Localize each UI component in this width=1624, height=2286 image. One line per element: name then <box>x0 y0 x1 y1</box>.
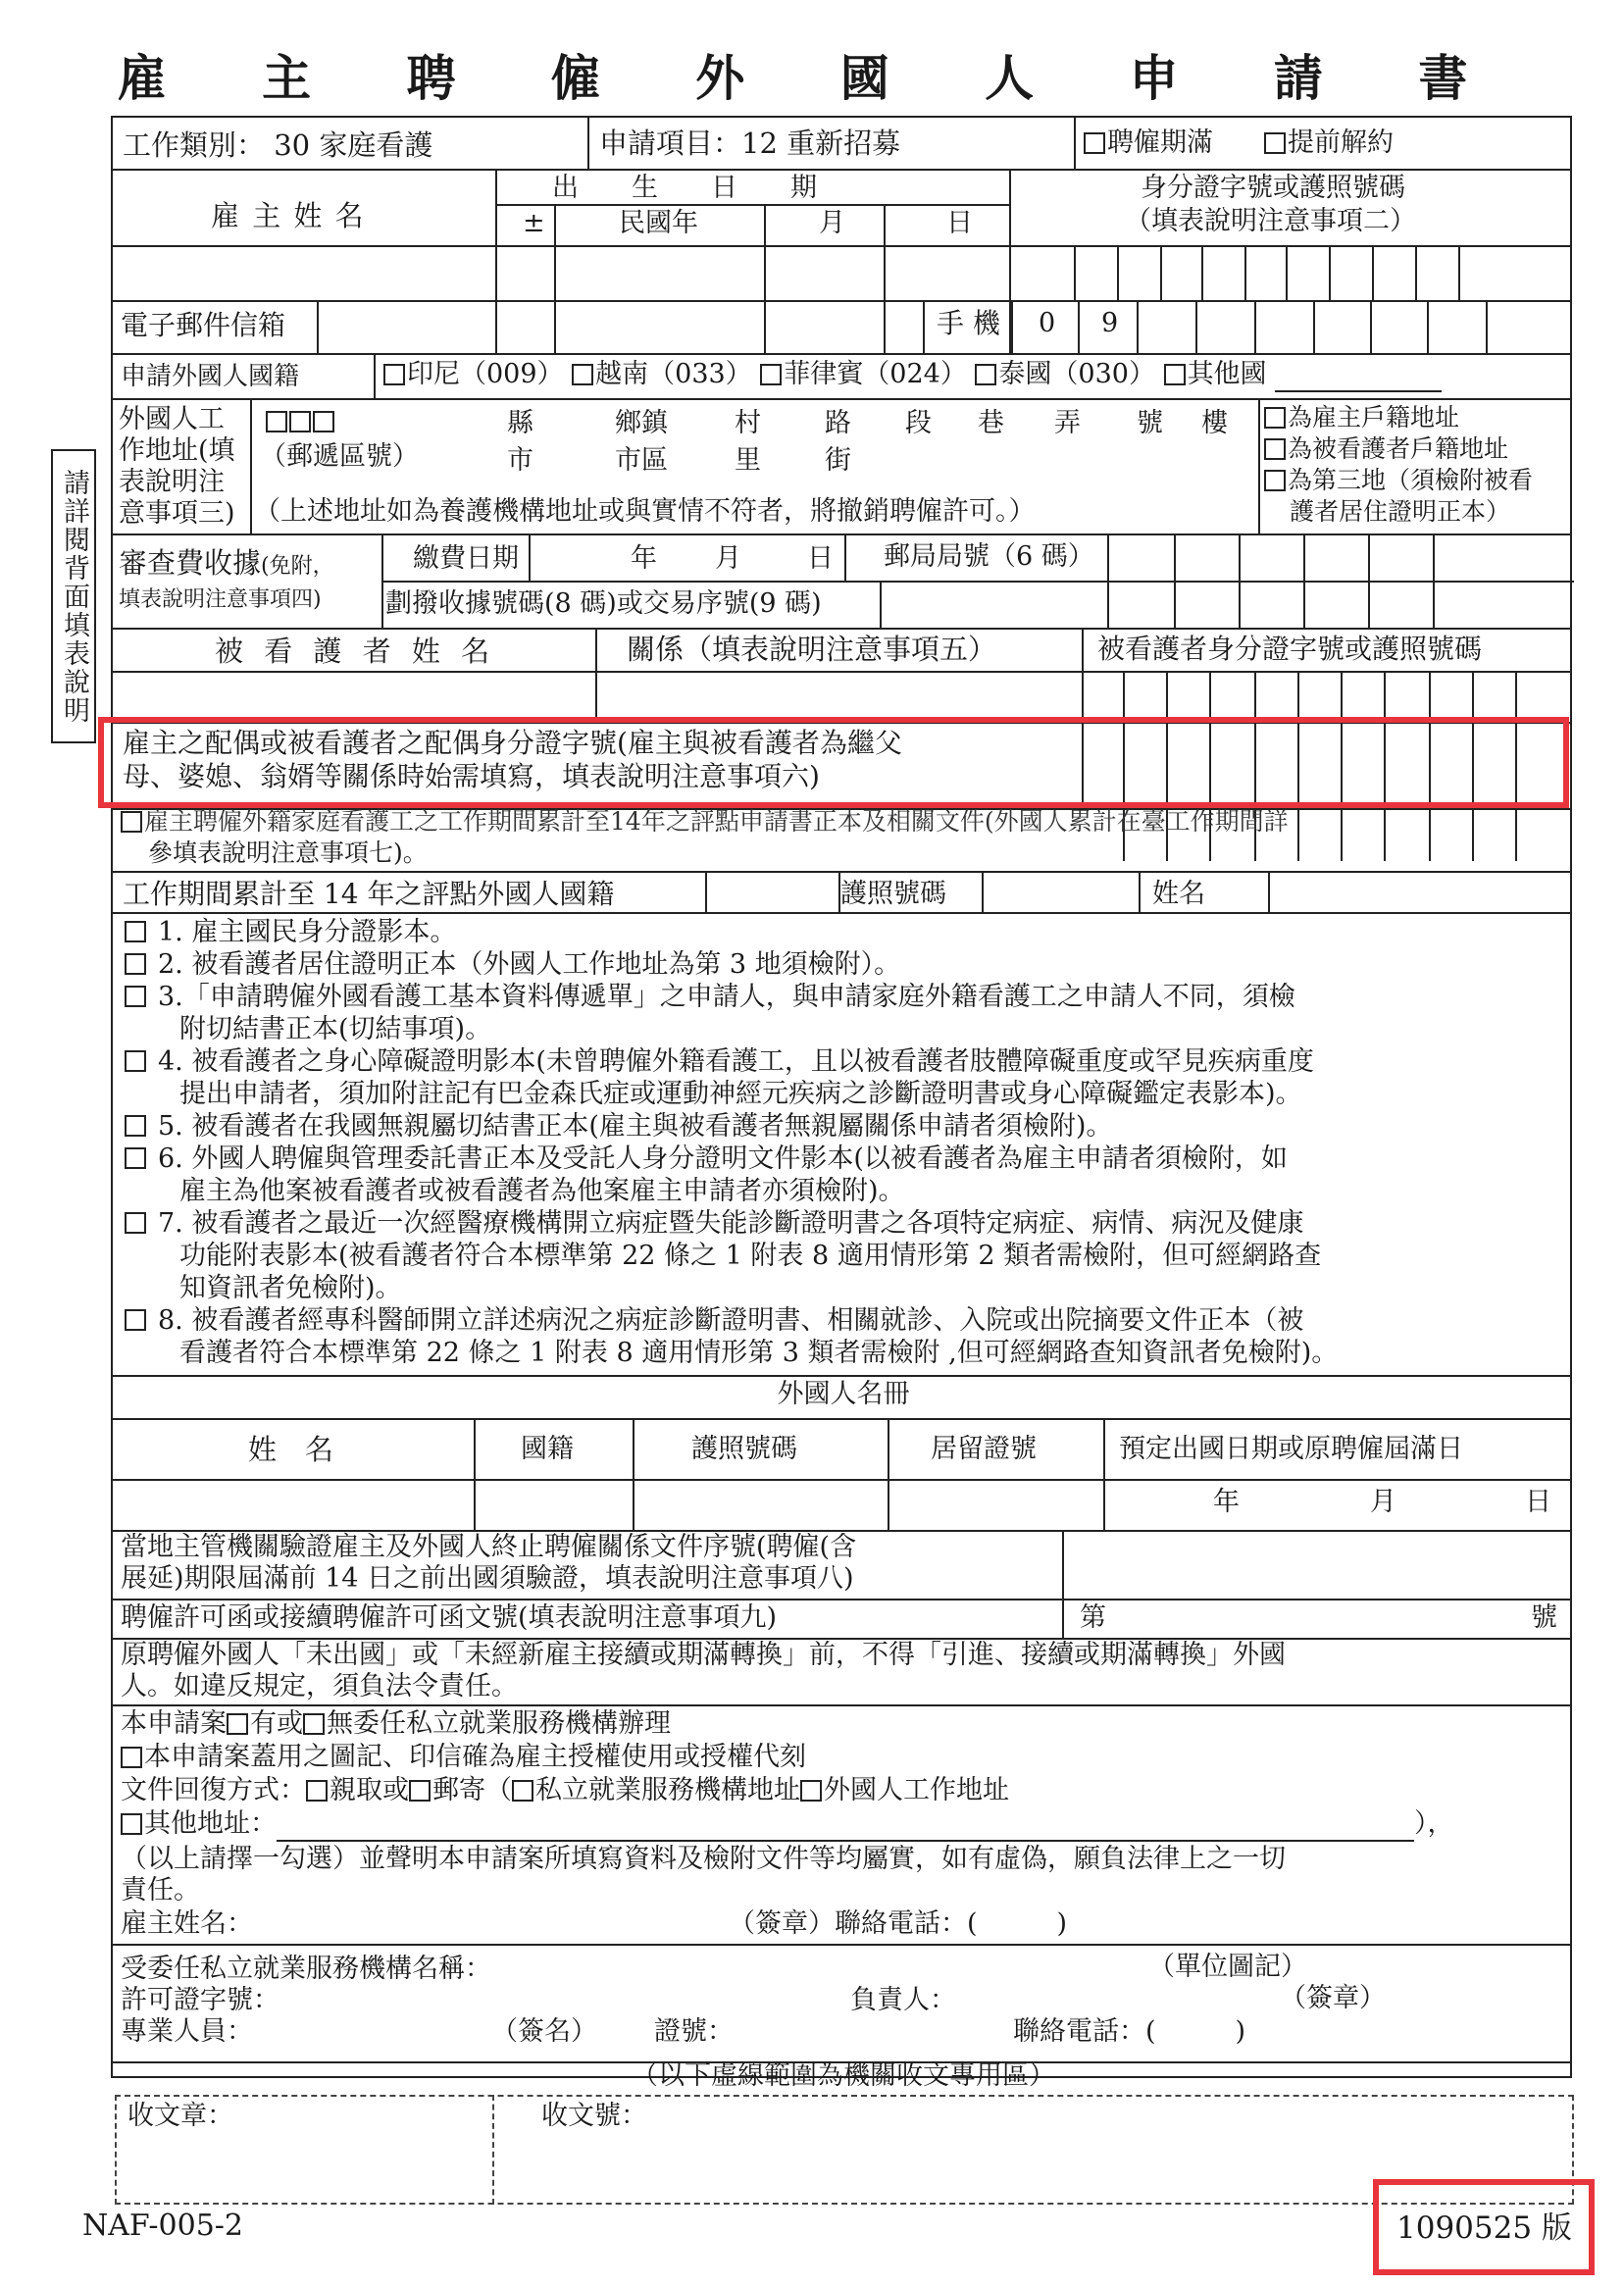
decl-case-line <box>121 1708 671 1740</box>
roster-day: 日 <box>1525 1487 1551 1517</box>
checkbox[interactable] <box>121 811 142 833</box>
office-use-divider <box>492 2095 494 2205</box>
receipt-number-label: 收文號： <box>541 2101 647 2131</box>
addr-unit-lane: 巷 <box>978 408 1004 438</box>
form-frame <box>111 116 1572 2091</box>
decl-opt-label: 親取或 <box>330 1775 409 1805</box>
mobile-digit-9: 9 <box>1101 308 1119 338</box>
dob-day: 日 <box>946 208 973 238</box>
decl-opt-label: 郵寄（ <box>432 1775 512 1805</box>
agency-phone-label: 聯絡電話：( ) <box>1013 2016 1246 2047</box>
other-country-field[interactable] <box>1275 359 1442 392</box>
checkbox[interactable] <box>227 1713 248 1735</box>
decl-seal-text: 本申請案蓋用之圖記、印信確為雇主授權使用或授權代刻 <box>144 1742 806 1772</box>
decl-employer-name: 雇主姓名： <box>121 1908 253 1939</box>
receipt-label: 劃撥收據號碼(8 碼)或交易序號(9 碼) <box>385 588 822 619</box>
pay-day: 日 <box>807 543 834 574</box>
roster-col-passport: 護照號碼 <box>691 1434 797 1464</box>
employer-name-label: 雇 主 姓 名 <box>211 199 366 232</box>
attachment-line: 8. 被看護者經專科醫師開立詳述病況之病症診斷證明書、相關就診、入院或出院摘要文件正本（被 <box>158 1305 1304 1336</box>
permit-label: 聘僱許可函或接續聘僱許可函文號(填表說明注意事項九) <box>121 1602 778 1633</box>
accum-line-1[interactable] <box>121 806 1289 838</box>
roster-col-name: 姓 名 <box>248 1433 334 1466</box>
nat-opt-vietnam[interactable] <box>572 359 752 389</box>
attachment-line: 功能附表影本(被看護者符合本標準第 22 條之 1 附表 8 適用情形第 2 類者需檢附，但可經網路查 <box>179 1241 1322 1271</box>
nat-opt-label: 印尼（009） <box>407 359 564 389</box>
accum-text: 雇主聘僱外籍家庭看護工之工作期間累計至14年之評點申請書正本及相關文件(外國人累計在臺工作期間詳 <box>144 807 1289 836</box>
decl-opt-label: 其他地址： <box>144 1808 277 1839</box>
nat-opt-label: 越南（033） <box>595 359 752 389</box>
relation-label: 關係（填表說明注意事項五） <box>627 633 997 666</box>
opt-expire-label: 聘僱期滿 <box>1107 127 1213 158</box>
agency-cert-label: 證號： <box>654 2016 734 2047</box>
nat-opt-thailand[interactable] <box>975 359 1155 389</box>
checkbox[interactable] <box>383 364 405 385</box>
attachment-line: 知資訊者免檢附)。 <box>179 1273 402 1303</box>
notice-line-2: 人。如違反規定，須負法令責任。 <box>121 1671 518 1702</box>
checkbox[interactable] <box>800 1780 822 1802</box>
agency-staff-sign: （簽名） <box>491 2016 597 2047</box>
attachment-line: 提出申請者，須加附註記有巴金森氏症或運動神經元疾病之診斷證明書或身心障礙鑑定表影本)。 <box>179 1079 1302 1109</box>
checkbox[interactable] <box>572 364 593 385</box>
attachment-line: 4. 被看護者之身心障礙證明影本(未曾聘僱外籍看護工，且以被看護者肢體障礙重度或罕見疾病重度 <box>158 1046 1314 1077</box>
addr-unit-village: 村 <box>735 408 761 438</box>
checkbox[interactable] <box>125 986 146 1007</box>
checkbox[interactable] <box>1264 407 1286 429</box>
other-address-field[interactable] <box>277 1808 1414 1842</box>
verification-line-1: 當地主管機關驗證雇主及外國人終止聘僱關係文件序號(聘僱(含 <box>121 1532 857 1562</box>
addr-unit-district: 市區 <box>615 445 668 476</box>
permit-hao: 號 <box>1531 1602 1557 1633</box>
addr-unit-number: 號 <box>1137 408 1163 438</box>
checkbox[interactable] <box>975 364 996 385</box>
addr-opt-employer[interactable] <box>1264 402 1459 433</box>
attachment-item[interactable] <box>123 1304 1564 1369</box>
id-label-2: （填表說明注意事項二） <box>1125 206 1416 236</box>
checkbox[interactable] <box>1264 438 1286 460</box>
work-addr-warning: （上述地址如為養護機構地址或與實情不符者，將撤銷聘僱許可。） <box>254 496 1036 527</box>
fee-label-small: (免附， <box>261 554 334 579</box>
roster-col-residence: 居留證號 <box>931 1434 1037 1464</box>
agency-license-label: 許可證字號： <box>121 1985 279 2015</box>
roster-month: 月 <box>1370 1487 1396 1517</box>
fee-label-text: 審查費收據 <box>119 546 262 580</box>
decl-opt-none[interactable] <box>303 1708 671 1739</box>
attachment-line: 2. 被看護者居住證明正本（外國人工作地址為第 3 地須檢附）。 <box>158 949 901 980</box>
checkbox[interactable] <box>1164 364 1186 385</box>
attachment-line: 3.「申請聘僱外國看護工基本資料傳遞單」之申請人，與申請家庭外籍看護工之申請人不同，須檢 <box>158 982 1295 1012</box>
agency-name-label: 受委任私立就業服務機構名稱： <box>121 1954 491 1984</box>
version-label: 1090525 版 <box>1396 2210 1572 2246</box>
office-use-zone <box>115 2095 1574 2205</box>
attachment-item[interactable] <box>123 948 1564 981</box>
id-label-1: 身分證字號或護照號碼 <box>1141 173 1405 203</box>
addr-opt-third[interactable] <box>1264 465 1533 496</box>
checkbox[interactable] <box>313 411 334 432</box>
nat-opt-label: 其他國 <box>1187 359 1267 389</box>
addr-unit-county: 縣 <box>507 408 533 438</box>
side-instruction-note: 請詳閱背面填表說明 <box>51 449 96 743</box>
decl-statement-1: （以上請擇一勾選）並聲明本申請案所填寫資料及檢附文件等均屬實，如有虛偽，願負法律上之一切 <box>121 1844 1286 1874</box>
checkbox[interactable] <box>121 1747 142 1768</box>
attachment-line: 5. 被看護者在我國無親屬切結書正本(雇主與被看護者無親屬關係申請者須檢附)。 <box>158 1111 1113 1142</box>
checkbox[interactable] <box>125 921 146 942</box>
checkbox[interactable] <box>512 1780 533 1802</box>
addr-unit-floor: 樓 <box>1201 408 1228 438</box>
roster-year: 年 <box>1213 1487 1240 1517</box>
form-code: NAF-005-2 <box>82 2209 244 2243</box>
verification-line-2: 展延)期限屆滿前 14 日之前出國須驗證，填表說明注意事項八) <box>121 1563 854 1594</box>
decl-opt-mail[interactable] <box>409 1775 512 1805</box>
decl-reply-line <box>121 1775 1009 1806</box>
attachment-item[interactable] <box>123 1045 1564 1110</box>
checkbox[interactable] <box>1084 132 1105 154</box>
postal-boxes[interactable] <box>266 406 336 437</box>
addr-opt-third-2: 護者居住證明正本） <box>1290 497 1511 526</box>
mobile-label: 手 機 <box>937 307 1000 339</box>
work-addr-label-3: 表說明注 <box>119 467 225 497</box>
checkbox[interactable] <box>125 1212 146 1234</box>
checkbox[interactable] <box>1264 132 1286 154</box>
decl-opt-label: 外國人工作地址 <box>824 1775 1009 1805</box>
accum-line-2: 參填表說明注意事項七)。 <box>148 838 428 867</box>
email-label: 電子郵件信箱 <box>121 309 286 341</box>
decl-opt-pickup[interactable] <box>306 1775 409 1805</box>
addr-unit-li: 里 <box>735 445 761 476</box>
job-category: 工作類別： 30 家庭看護 <box>123 128 433 162</box>
addr-unit-alley: 弄 <box>1054 408 1081 438</box>
agency-person-label: 負責人： <box>850 1985 956 2015</box>
permit-di: 第 <box>1080 1602 1106 1633</box>
application-item: 申請項目：12 重新招募 <box>599 127 901 160</box>
receipt-stamp-label: 收文章： <box>127 2101 233 2131</box>
checkbox[interactable] <box>409 1780 431 1802</box>
notice-line-1: 原聘僱外國人「未出國」或「未經新雇主接續或期滿轉換」前，不得「引進、接續或期滿轉換」外國 <box>121 1640 1286 1670</box>
checkbox[interactable] <box>306 1780 328 1802</box>
dob-label: 出 生 日 期 <box>552 173 817 203</box>
recipient-id-label: 被看護者身分證字號或護照號碼 <box>1097 633 1483 665</box>
checkbox[interactable] <box>125 1050 146 1072</box>
form-title: 雇 主 聘 僱 外 國 人 申 請 書 <box>117 49 1507 107</box>
nat-opt-other[interactable] <box>1164 359 1267 389</box>
checkbox[interactable] <box>121 1813 142 1835</box>
dob-year: 民國年 <box>619 208 698 238</box>
agency-staff-label: 專業人員： <box>121 2016 253 2047</box>
attachment-item[interactable] <box>123 981 1564 1045</box>
decl-opt-has[interactable] <box>227 1708 303 1739</box>
attachment-list <box>123 916 1564 1369</box>
fee-label-2: 填表說明注意事項四) <box>119 587 322 612</box>
work-addr-label-2: 作地址(填 <box>119 435 235 466</box>
nat-opt-label: 菲律賓（024） <box>784 359 967 389</box>
decl-opt-other[interactable] <box>121 1808 277 1839</box>
addr-opt-label: 為被看護者戶籍地址 <box>1288 434 1509 463</box>
pay-date-label: 繳費日期 <box>413 543 519 574</box>
work-addr-label-4: 意事項三) <box>119 498 235 529</box>
mobile-digit-0: 0 <box>1039 308 1056 338</box>
attachment-line: 雇主為他案被看護者或被看護者為他案雇主申請者亦須檢附)。 <box>179 1176 905 1206</box>
accum-nationality-label: 工作期間累計至 14 年之評點外國人國籍 <box>123 878 615 910</box>
nat-opt-label: 泰國（030） <box>998 359 1155 389</box>
decl-opt-label: 無委任私立就業服務機構辦理 <box>327 1708 671 1739</box>
fee-label-1 <box>119 547 334 583</box>
decl-statement-2: 責任。 <box>121 1875 200 1905</box>
pay-month: 月 <box>715 543 741 574</box>
addr-unit-street: 街 <box>825 445 851 476</box>
addr-unit-section: 段 <box>905 408 932 438</box>
dob-plusminus: ± <box>523 208 545 238</box>
recipient-name-label: 被 看 護 者 姓 名 <box>215 635 496 668</box>
addr-unit-road: 路 <box>825 408 851 438</box>
decl-opt-worker-addr[interactable] <box>800 1775 1009 1805</box>
spouse-row-highlight <box>98 717 1569 808</box>
nat-opt-philippines[interactable] <box>760 359 967 389</box>
checkbox[interactable] <box>125 953 146 975</box>
addr-opt-recipient[interactable] <box>1264 433 1508 465</box>
office-use-caption: （以下虛線範圍為機關收文專用區） <box>632 2060 1055 2091</box>
attachment-line: 1. 雇主國民身分證影本。 <box>158 917 457 947</box>
attachment-line: 看護者符合本標準第 22 條之 1 附表 8 適用情形第 3 類者需檢附 ,但可經網路查知資訊者免檢附)。 <box>179 1338 1339 1368</box>
spouse-line-1: 雇主之配偶或被看護者之配偶身分證字號(雇主與被看護者為繼父 <box>123 727 902 759</box>
agency-unit-seal: （單位圖記） <box>1148 1952 1307 1982</box>
post-office-label: 郵局局號（6 碼） <box>884 541 1094 572</box>
decl-seal-line[interactable] <box>121 1742 806 1773</box>
postal-label: （郵遞區號） <box>260 441 419 472</box>
attachment-line: 7. 被看護者之最近一次經醫療機構開立病症暨失能診斷證明書之各項特定病症、病情、病況及健康 <box>158 1208 1304 1239</box>
checkbox[interactable] <box>760 364 782 385</box>
addr-opt-label: 為第三地（須檢附被看 <box>1288 466 1534 494</box>
addr-unit-township: 鄉鎮 <box>615 408 668 438</box>
decl-other-close: ）， <box>1414 1808 1454 1839</box>
decl-reply-prefix: 文件回復方式： <box>121 1775 306 1805</box>
accum-name-label: 姓名 <box>1152 879 1205 909</box>
checkbox[interactable] <box>289 411 311 432</box>
attachment-line: 6. 外國人聘僱與管理委託書正本及受託人身分證明文件影本(以被看護者為雇主申請者須檢附，如 <box>158 1143 1288 1174</box>
opt-early-label: 提前解約 <box>1288 127 1394 158</box>
checkbox[interactable] <box>266 411 287 432</box>
roster-col-date: 預定出國日期或原聘僱屆滿日 <box>1119 1434 1463 1464</box>
checkbox[interactable] <box>125 1309 146 1331</box>
attachment-item[interactable] <box>123 1207 1564 1304</box>
decl-opt-label: 私立就業服務機構地址 <box>535 1775 800 1805</box>
checkbox[interactable] <box>125 1115 146 1137</box>
accum-passport-label: 護照號碼 <box>840 879 946 909</box>
addr-unit-city: 市 <box>507 445 533 476</box>
agency-person-sign: （簽章） <box>1280 1983 1386 2013</box>
attachment-item[interactable] <box>123 1110 1564 1143</box>
dob-month: 月 <box>819 208 845 238</box>
nat-opt-indonesia[interactable] <box>383 359 564 389</box>
attachment-line: 附切結書正本(切結事項)。 <box>179 1014 492 1044</box>
checkbox[interactable] <box>1264 470 1286 491</box>
nationality-label: 申請外國人國籍 <box>121 362 300 391</box>
attachment-item[interactable] <box>123 916 1564 948</box>
checkbox[interactable] <box>125 1147 146 1169</box>
roster-title: 外國人名冊 <box>777 1379 910 1409</box>
roster-col-nationality: 國籍 <box>521 1434 574 1464</box>
decl-other-line <box>121 1808 1454 1842</box>
decl-case-prefix: 本申請案 <box>121 1708 227 1739</box>
spouse-line-2: 母、婆媳、翁婿等關係時始需填寫，填表說明注意事項六) <box>123 760 820 792</box>
pay-year: 年 <box>631 543 657 574</box>
decl-opt-agency-addr[interactable] <box>512 1775 800 1805</box>
opt-early[interactable] <box>1264 127 1394 159</box>
addr-opt-label: 為雇主戶籍地址 <box>1288 403 1460 432</box>
decl-opt-label: 有或 <box>250 1708 303 1739</box>
opt-expire[interactable] <box>1084 127 1213 159</box>
attachment-item[interactable] <box>123 1143 1564 1207</box>
nationality-options <box>383 359 1442 392</box>
work-addr-label-1: 外國人工 <box>119 404 225 434</box>
checkbox[interactable] <box>303 1713 325 1735</box>
decl-sign: （簽章）聯絡電話：( ) <box>729 1908 1068 1939</box>
